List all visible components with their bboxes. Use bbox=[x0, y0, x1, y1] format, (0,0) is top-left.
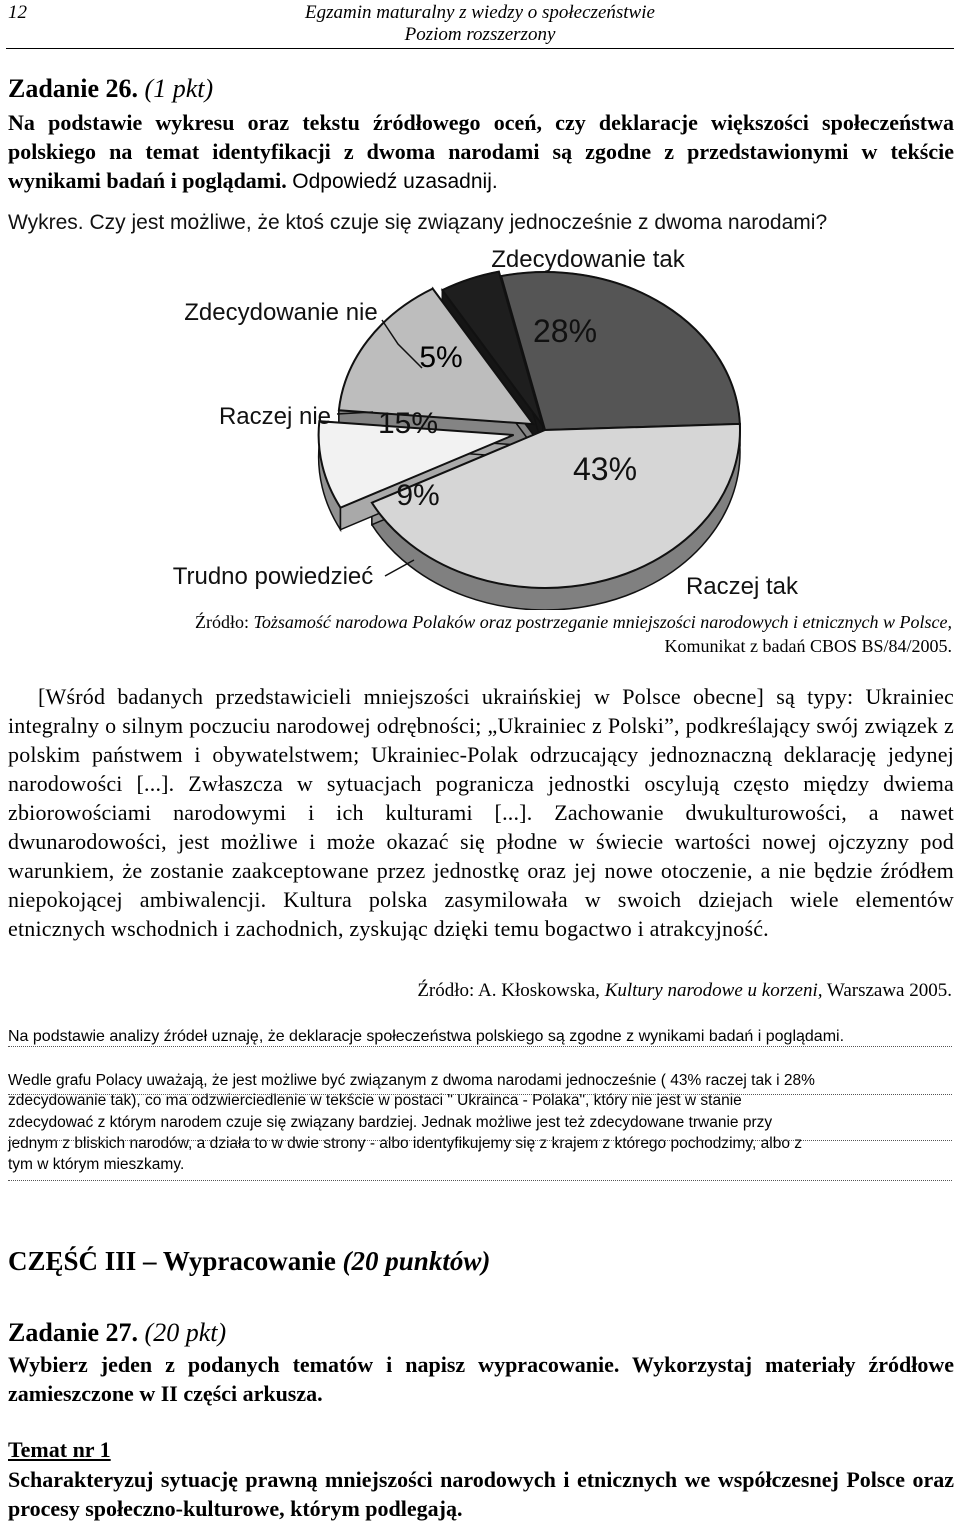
topic-text: Scharakteryzuj sytuację prawną mniejszości narodowych i etnicznych we współczesnej Polsce oraz procesy społeczno-kulturowe, którym podlegają. bbox=[8, 1467, 954, 1521]
pie-leader-line bbox=[385, 560, 414, 576]
task-26-points: (1 pkt) bbox=[144, 74, 214, 103]
answer-dotted-line bbox=[8, 1140, 952, 1141]
task-26-number: Zadanie 26. bbox=[8, 74, 139, 103]
task-26-instruction-text: Na podstawie wykresu oraz tekstu źródłowego oceń, czy deklaracje większości społeczeństwa polskiego na temat identyfikacji z dwoma narodami są zgodne z przedstawionymi w tekście wynikami badań i poglądami. bbox=[8, 110, 954, 193]
excerpt-source-suffix: Warszawa 2005. bbox=[826, 980, 952, 1001]
answer-dotted-line bbox=[8, 1180, 952, 1181]
pie-value-label: 5% bbox=[419, 341, 463, 374]
part-3-title bbox=[8, 1246, 490, 1277]
chart-source-title: Tożsamość narodowa Polaków oraz postrzeganie mniejszości narodowych i etnicznych w Polsce, bbox=[253, 612, 952, 632]
task-27-instruction: Wybierz jeden z podanych tematów i napisz wypracowanie. Wykorzystaj materiały źródłowe zamieszczone w II części arkusza. bbox=[8, 1352, 954, 1406]
part-3-title-text: CZĘŚĆ III – Wypracowanie bbox=[8, 1246, 336, 1276]
task-26-instruction-tail: Odpowiedź uzasadnij. bbox=[292, 170, 498, 193]
task-26-title bbox=[8, 74, 213, 104]
task-27-title bbox=[8, 1318, 226, 1348]
source-excerpt: [Wśród badanych przedstawicieli mniejszości ukraińskiej w Polsce obecne] są typy: Ukrainiec integralny o silnym poczuciu narodowej odrębności; „Ukrainiec z Polski”, podkreślający swój związek z polskim państwem i obywatelstwem; Ukrainiec-Polak odrzucający jednoznaczną deklarację jedynej narodowości [...]. Zwłaszcza w sytuacjach pogranicza jednostki oscylują często między dwiema zbiorowościami narodowymi i ich kulturami [...]. Zachowanie dwukulturowości, a nawet dwunarodowości, jest możliwe i może okazać się płodne w świecie wartości nowej ojczyzny pod warunkiem, że zostanie zaakceptowane przez jednostkę oraz jej nowe otoczenie, a nie będzie źródłem niepokojącej ambiwalencji. Kultura polska zasymilowała w swoich dziejach wiele elementów etnicznych wschodnich i zachodnich, zyskując dzięki temu bogactwo i atrakcyjność. bbox=[8, 684, 954, 941]
pie-category-label: Zdecydowanie tak bbox=[491, 246, 685, 273]
chart-source-detail: Komunikat z badań CBOS BS/84/2005. bbox=[664, 636, 952, 656]
answer-line-1: Na podstawie analizy źródeł uznaję, że deklaracje społeczeństwa polskiego są zgodne z wynikami badań i poglądami. bbox=[8, 1028, 845, 1045]
exam-level: Poziom rozszerzony bbox=[404, 24, 556, 45]
chart-title: Wykres. Czy jest możliwe, że ktoś czuje się związany jednocześnie z dwoma narodami? bbox=[8, 211, 828, 234]
topic-label: Temat nr 1 bbox=[8, 1437, 111, 1462]
task-26-instruction bbox=[8, 108, 954, 196]
exam-title: Egzamin maturalny z wiedzy o społeczeństwie bbox=[305, 2, 655, 23]
pie-category-label: Trudno powiedzieć bbox=[172, 563, 374, 590]
header-rule bbox=[6, 48, 954, 49]
pie-category-label: Zdecydowanie nie bbox=[184, 299, 378, 326]
chart-source bbox=[8, 610, 952, 658]
answer-line-5: jednym z bliskich narodów, a działa to w dwie strony - albo identyfikujemy się z krajem z którego pochodzimy, albo z bbox=[8, 1135, 803, 1152]
excerpt-source-title: Kultury narodowe u korzeni, bbox=[604, 980, 823, 1001]
pie-value-label: 43% bbox=[572, 451, 638, 487]
excerpt-source-prefix: Źródło: A. Kłoskowska, bbox=[417, 980, 600, 1001]
excerpt-source bbox=[417, 980, 952, 1002]
pie-value-label: 15% bbox=[377, 407, 439, 440]
part-3-points: (20 punktów) bbox=[342, 1246, 491, 1276]
pie-chart bbox=[0, 240, 960, 610]
pie-category-label: Raczej nie bbox=[218, 403, 332, 430]
pie-value-label: 9% bbox=[396, 479, 440, 512]
page-number: 12 bbox=[8, 2, 27, 23]
answer-dotted-line bbox=[8, 1046, 952, 1047]
pie-category-label: Raczej tak bbox=[685, 573, 799, 600]
answer-line-4: zdecydować z którym narodem czuje się związany bardziej. Jednak możliwe jest też zdecydowane trwanie przy bbox=[8, 1114, 773, 1131]
answer-line-2: Wedle grafu Polacy uważają, że jest możliwe być związanym z dwoma narodami jednocześnie ( 43% raczej tak i 28% bbox=[8, 1072, 815, 1089]
answer-line-6: tym w którym mieszkamy. bbox=[8, 1156, 185, 1173]
answer-dotted-line bbox=[8, 1094, 952, 1095]
task-27-number: Zadanie 27. bbox=[8, 1318, 139, 1347]
pie-value-label: 28% bbox=[532, 313, 598, 349]
task-27-points: (20 pkt) bbox=[144, 1318, 227, 1347]
chart-source-lead: Źródło: bbox=[195, 612, 250, 632]
answer-line-3: zdecydowanie tak), co ma odzwierciedlenie w tekście w postaci " Ukrainca - Polaka", który nie jest w stanie bbox=[8, 1092, 742, 1109]
